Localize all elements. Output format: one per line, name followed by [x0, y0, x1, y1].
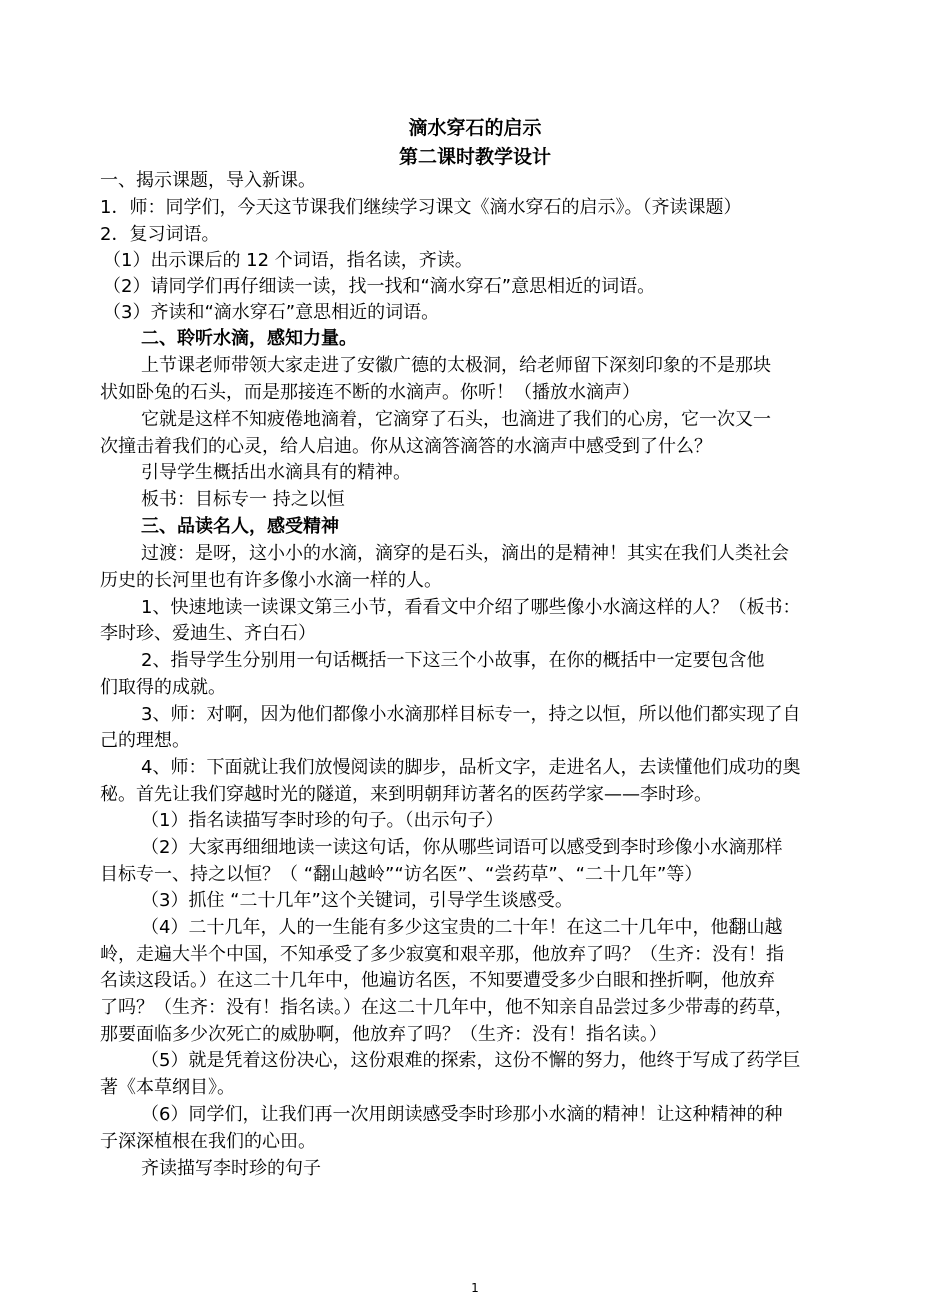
- text-line: 1、快速地读一读课文第三小节，看看文中介绍了哪些像小水滴这样的人？（板书：: [141, 597, 801, 618]
- heading-section-3: 三、品读名人，感受精神: [141, 516, 339, 537]
- text-line: 名读这段话。）在这二十几年中，他遍访名医，不知要遭受多少白眼和挫折啊，他放弃: [100, 970, 775, 991]
- text-line: 2．复习词语。: [100, 224, 220, 245]
- text-line: 己的理想。: [100, 730, 190, 751]
- text-line: 4、师：下面就让我们放慢阅读的脚步，品析文字，走进名人，去读懂他们成功的奥: [141, 757, 801, 778]
- text-line: 2、指导学生分别用一句话概括一下这三个小故事，在你的概括中一定要包含他: [141, 650, 765, 671]
- text-line: 次撞击着我们的心灵，给人启迪。你从这滴答滴答的水滴声中感受到了什么？: [100, 436, 712, 457]
- text-line: 岭，走遍大半个中国，不知承受了多少寂寞和艰辛那，他放弃了吗？（生齐：没有！指: [100, 944, 784, 965]
- text-line: （4）二十几年，人的一生能有多少这宝贵的二十年！在这二十几年中，他翻山越: [141, 917, 783, 938]
- text-line: 1．师：同学们，今天这节课我们继续学习课文《滴水穿石的启示》。（齐读课题）: [100, 197, 742, 218]
- text-line: （2）请同学们再仔细读一读，找一找和“滴水穿石”意思相近的词语。: [103, 276, 656, 297]
- text-line: （3）抓住 “二十几年”这个关键词，引导学生谈感受。: [141, 890, 573, 911]
- text-line: 板书：目标专一 持之以恒: [141, 489, 345, 510]
- text-line: （1）出示课后的 12 个词语，指名读，齐读。: [103, 250, 473, 271]
- text-line: 状如卧兔的石头，而是那接连不断的水滴声。你听！（播放水滴声）: [100, 382, 640, 403]
- text-line: （1）指名读描写李时珍的句子。（出示句子）: [141, 810, 504, 831]
- text-line: （2）大家再细细地读一读这句话，你从哪些词语可以感受到李时珍像小水滴那样: [141, 837, 783, 858]
- text-line: 引导学生概括出水滴具有的精神。: [141, 462, 411, 483]
- text-line: 它就是这样不知疲倦地滴着，它滴穿了石头，也滴进了我们的心房，它一次又一: [141, 409, 771, 430]
- heading-section-1: 一、揭示课题，导入新课。: [100, 170, 316, 191]
- text-line: 著《本草纲目》。: [100, 1077, 235, 1098]
- document-title: 滴水穿石的启示: [408, 117, 542, 139]
- text-line: （6）同学们，让我们再一次用朗读感受李时珍那小水滴的精神！让这种精神的种: [141, 1104, 783, 1125]
- text-line: 目标专一、持之以恒？（ “翻山越岭”“访名医”、“尝药草”、“二十几年”等）: [100, 864, 703, 885]
- heading-section-2: 二、聆听水滴，感知力量。: [141, 328, 357, 349]
- text-line: 过渡：是呀，这小小的水滴，滴穿的是石头，滴出的是精神！其实在我们人类社会: [141, 543, 789, 564]
- page-number: 1: [471, 1281, 479, 1295]
- text-line: 李时珍、爱迪生、齐白石）: [100, 623, 316, 644]
- text-line: 那要面临多少次死亡的威胁啊，他放弃了吗？（生齐：没有！指名读。）: [100, 1024, 667, 1045]
- text-line: 秘。首先让我们穿越时光的隧道，来到明朝拜访著名的医药学家——李时珍。: [100, 784, 712, 805]
- text-line: 齐读描写李时珍的句子: [141, 1158, 321, 1179]
- text-line: 子深深植根在我们的心田。: [100, 1131, 316, 1152]
- text-line: 了吗？（生齐：没有！指名读。）在这二十几年中，他不知亲自品尝过多少带毒的药草，: [100, 997, 793, 1018]
- document-subtitle: 第二课时教学设计: [398, 146, 551, 168]
- text-line: 3、师：对啊，因为他们都像小水滴那样目标专一，持之以恒，所以他们都实现了自: [141, 704, 801, 725]
- text-line: 历史的长河里也有许多像小水滴一样的人。: [100, 570, 442, 591]
- text-line: （3）齐读和“滴水穿石”意思相近的词语。: [103, 302, 440, 323]
- text-line: 上节课老师带领大家走进了安徽广德的太极洞，给老师留下深刻印象的不是那块: [141, 355, 771, 376]
- text-line: 们取得的成就。: [100, 677, 226, 698]
- text-line: （5）就是凭着这份决心，这份艰难的探索，这份不懈的努力，他终于写成了药学巨: [141, 1050, 801, 1071]
